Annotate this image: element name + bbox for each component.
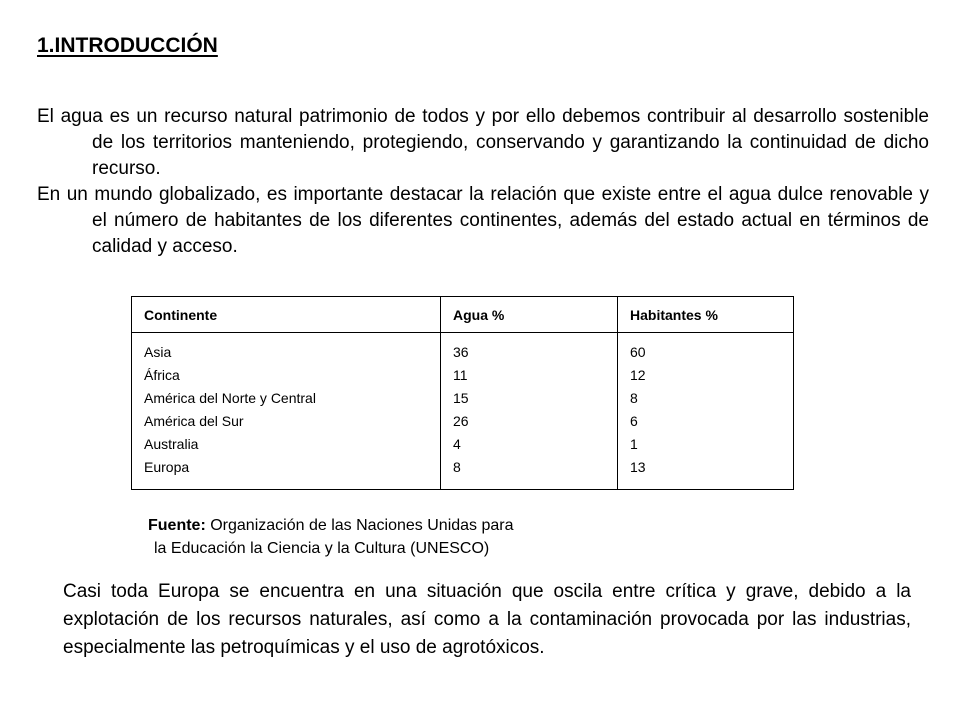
continent-name: Australia xyxy=(144,436,199,452)
inhabitants-value: 13 xyxy=(630,459,646,475)
column-header-water: Agua % xyxy=(441,297,618,333)
water-value: 4 xyxy=(453,436,461,452)
water-cell xyxy=(441,333,618,490)
column-header-inhabitants: Habitantes % xyxy=(618,297,794,333)
intro-text xyxy=(37,104,929,260)
source-line-1: Organización de las Naciones Unidas para xyxy=(205,517,514,534)
column-header-continent: Continente xyxy=(132,297,441,333)
inhabitants-value: 12 xyxy=(630,367,646,383)
continent-cell xyxy=(132,333,441,490)
source-label: Fuente: xyxy=(148,517,206,534)
closing-paragraph: Casi toda Europa se encuentra en una situación que oscila entre crítica y grave, debido a la explotación de los recursos naturales, así como a la contaminación provocada por las industrias, especialmente las petroquímicas y el uso de agrotóxicos. xyxy=(63,581,911,658)
water-value: 15 xyxy=(453,390,469,406)
water-value: 11 xyxy=(453,367,468,383)
paragraph: El agua es un recurso natural patrimonio de todos y por ello debemos contribuir al desarrollo sostenible de los territorios manteniendo, protegiendo, conservando y garantizando la continuidad de dicho recurso. xyxy=(37,106,929,179)
inhabitants-value: 8 xyxy=(630,390,638,406)
paragraph: En un mundo globalizado, es importante destacar la relación que existe entre el agua dulce renovable y el número de habitantes de los diferentes continentes, además del estado actual en términos de calidad y acceso. xyxy=(37,184,929,257)
inhabitants-value: 1 xyxy=(630,436,638,452)
continent-name: América del Norte y Central xyxy=(144,390,316,406)
page-title: 1.INTRODUCCIÓN xyxy=(37,34,218,57)
table-row xyxy=(132,333,794,490)
water-value: 8 xyxy=(453,459,461,475)
inhabitants-value: 60 xyxy=(630,344,646,360)
continent-name: América del Sur xyxy=(144,413,244,429)
inhabitants-cell xyxy=(618,333,794,490)
data-table xyxy=(131,296,794,490)
continent-name: África xyxy=(144,367,180,383)
inhabitants-value: 6 xyxy=(630,413,638,429)
continent-name: Europa xyxy=(144,459,190,475)
water-value: 26 xyxy=(453,413,469,429)
source-line-2: la Educación la Ciencia y la Cultura (UNESCO) xyxy=(154,540,490,557)
continent-name: Asia xyxy=(144,344,172,360)
water-value: 36 xyxy=(453,344,469,360)
table-header-row xyxy=(132,297,794,333)
source-note xyxy=(148,514,514,560)
